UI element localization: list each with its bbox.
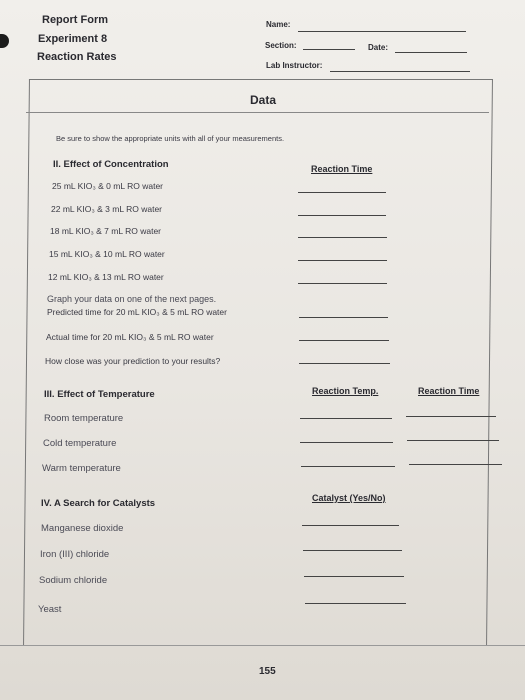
section-field[interactable] — [303, 49, 355, 50]
temp-row-warm: Warm temperature — [42, 463, 121, 474]
catalysts-heading: IV. A Search for Catalysts — [41, 498, 156, 509]
units-instruction: Be sure to show the appropriate units with all of your measurements. — [56, 134, 285, 143]
instructor-label: Lab Instructor: — [266, 61, 323, 70]
temp-row-room: Room temperature — [44, 413, 124, 424]
temp-row-cold: Cold temperature — [43, 438, 117, 449]
section-label: Section: — [265, 41, 297, 50]
warm-time-answer[interactable] — [409, 464, 502, 465]
conc-answer-5[interactable] — [298, 283, 387, 284]
how-close-label: How close was your prediction to your results? — [45, 356, 221, 366]
instructor-field[interactable] — [330, 71, 470, 72]
catalyst-row-4: Yeast — [38, 604, 62, 615]
actual-answer[interactable] — [299, 340, 389, 341]
name-label: Name: — [266, 20, 291, 29]
concentration-heading: II. Effect of Concentration — [53, 159, 169, 170]
reaction-time-header-temp: Reaction Time — [418, 386, 480, 396]
conc-row-3: 18 mL KIO₃ & 7 mL RO water — [50, 226, 162, 236]
catalyst-answer-3[interactable] — [304, 576, 404, 577]
catalyst-row-3: Sodium chloride — [39, 575, 108, 586]
date-field[interactable] — [395, 52, 467, 53]
graph-note: Graph your data on one of the next pages. — [47, 294, 217, 304]
catalyst-answer-2[interactable] — [303, 550, 402, 551]
conc-row-1: 25 mL KIO₃ & 0 mL RO water — [52, 181, 164, 191]
room-temp-answer[interactable] — [300, 418, 392, 419]
conc-answer-2[interactable] — [298, 215, 386, 216]
cold-temp-answer[interactable] — [300, 442, 393, 443]
bottom-divider — [0, 645, 525, 646]
conc-answer-1[interactable] — [298, 192, 386, 193]
actual-label: Actual time for 20 mL KIO₃ & 5 mL RO water — [46, 332, 214, 342]
reaction-time-header: Reaction Time — [311, 164, 373, 174]
conc-row-2: 22 mL KIO₃ & 3 mL RO water — [51, 204, 163, 214]
page-number: 155 — [259, 666, 276, 677]
catalyst-row-2: Iron (III) chloride — [40, 549, 110, 560]
catalyst-header: Catalyst (Yes/No) — [312, 493, 386, 503]
room-time-answer[interactable] — [406, 416, 496, 417]
predicted-answer[interactable] — [299, 317, 388, 318]
conc-row-4: 15 mL KIO₃ & 10 mL RO water — [49, 249, 165, 259]
data-title-divider — [26, 112, 489, 113]
catalyst-row-1: Manganese dioxide — [41, 523, 124, 534]
conc-row-5: 12 mL KIO₃ & 13 mL RO water — [48, 272, 164, 282]
warm-temp-answer[interactable] — [301, 466, 395, 467]
catalyst-answer-4[interactable] — [305, 603, 406, 604]
binder-hole — [0, 34, 9, 48]
conc-answer-3[interactable] — [298, 237, 387, 238]
reaction-temp-header: Reaction Temp. — [312, 386, 379, 396]
cold-time-answer[interactable] — [407, 440, 499, 441]
predicted-label: Predicted time for 20 mL KIO₃ & 5 mL RO water — [47, 307, 227, 317]
topic-title: Reaction Rates — [37, 51, 117, 63]
data-title: Data — [250, 93, 277, 107]
conc-answer-4[interactable] — [298, 260, 387, 261]
how-close-answer[interactable] — [299, 363, 390, 364]
form-title: Report Form — [42, 14, 108, 26]
catalyst-answer-1[interactable] — [302, 525, 399, 526]
experiment-title: Experiment 8 — [38, 33, 108, 45]
temperature-heading: III. Effect of Temperature — [44, 389, 155, 400]
date-label: Date: — [368, 43, 389, 52]
name-field[interactable] — [298, 31, 466, 32]
